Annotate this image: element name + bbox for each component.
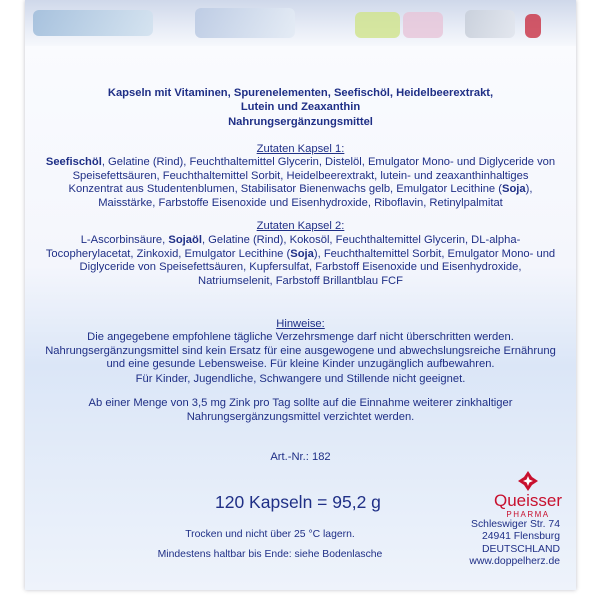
ingredients-text-part: ), Maisstärke, Farbstoffe Eisenoxide und Eisenhydroxide, Riboflavin, Retinylpalmitat bbox=[98, 183, 533, 209]
allergen-soja: Soja bbox=[501, 183, 526, 195]
notes-not-suitable: Für Kinder, Jugendliche, Schwangere und Stillende nicht geeignet. bbox=[135, 373, 466, 385]
package-back-panel bbox=[25, 0, 576, 590]
ingredients-text-part: ), Feuchthaltemittel Sorbit, Emulgator Mono- und Diglyceride von Speisefettsäuren, Kupfersulfat, Farbstoff Eisenoxide und Eisenhydroxide, Natriumselenit, Farbstoff Brillantblau FCF bbox=[79, 247, 556, 287]
notes-text: Die angegebene empfohlene tägliche Verzehrsmenge darf nicht überschritten werden. Nahrungsergänzungsmittel sind kein Ersatz für eine ausgewogene und abwechslungsreiche Ernährung und eine gesunde Lebensweise. Für kleine Kinder unzugänglich aufbewahren. bbox=[45, 331, 556, 370]
notes-heading: Hinweise: bbox=[276, 318, 325, 330]
address-website: www.doppelherz.de bbox=[469, 556, 560, 568]
ingredients-capsule1-text bbox=[45, 156, 556, 210]
allergen-seefischoel: Seefischöl bbox=[45, 156, 102, 168]
ingredients-text-part: L-Ascorbinsäure, bbox=[80, 234, 169, 246]
address-city: 24941 Flensburg bbox=[482, 531, 560, 543]
package-top-flap-artwork bbox=[25, 0, 576, 46]
top-artwork-shape bbox=[195, 8, 295, 38]
product-headline-line2: Lutein und Zeaxanthin bbox=[240, 101, 361, 113]
manufacturer-address bbox=[440, 519, 560, 569]
ingredients-capsule2-text bbox=[45, 234, 556, 288]
article-number: Art.-Nr.: 182 bbox=[270, 451, 331, 463]
ingredients-text-part: , Gelatine (Rind), Feuchthaltemittel Glycerin, Distelöl, Emulgator Mono- und Diglyceride von Speisefettsäuren, Feuchthaltemittel Sorbit, Heidelbeerextrakt, lutein- und zeaxanthinhaltiges Konzentrat aus Studentenblumen, Stabilisator Bienenwachs gelb, Emulgator Lecithine ( bbox=[68, 156, 556, 195]
address-country: DEUTSCHLAND bbox=[482, 543, 560, 555]
product-headline bbox=[25, 86, 576, 114]
notes-zinc-warning: Ab einer Menge von 3,5 mg Zink pro Tag sollte auf die Einnahme weiterer zinkhaltiger Nahrungsergänzungsmittel verzichtet werden. bbox=[88, 397, 513, 423]
top-artwork-shape bbox=[465, 10, 515, 38]
brand-subtitle: PHARMA bbox=[506, 510, 550, 519]
top-artwork-shape bbox=[525, 14, 541, 38]
allergen-soja: Soja bbox=[290, 247, 314, 260]
net-quantity: 120 Kapseln = 95,2 g bbox=[215, 492, 381, 512]
top-artwork-shape bbox=[33, 10, 153, 36]
ingredients-capsule1-heading: Zutaten Kapsel 1: bbox=[256, 143, 345, 155]
queisser-logo bbox=[480, 470, 576, 519]
storage-instructions: Trocken und nicht über 25 °C lagern. bbox=[185, 529, 355, 540]
queisser-emblem-icon bbox=[517, 470, 539, 492]
best-before-note: Mindestens haltbar bis Ende: siehe Bodenlasche bbox=[157, 549, 383, 560]
ingredients-capsule2-heading: Zutaten Kapsel 2: bbox=[256, 220, 345, 232]
product-category: Nahrungsergänzungsmittel bbox=[228, 116, 373, 128]
address-street: Schleswiger Str. 74 bbox=[471, 519, 560, 530]
product-headline-line1: Kapseln mit Vitaminen, Spurenelementen, Seefischöl, Heidelbeerextrakt, bbox=[107, 87, 494, 99]
top-artwork-shape bbox=[355, 12, 400, 38]
top-artwork-shape bbox=[403, 12, 443, 38]
ingredients-text-part: , Gelatine (Rind), Kokosöl, Feuchthaltemittel Glycerin, DL-alpha-Tocopherylacetat, Zinkoxid, Emulgator Lecithine ( bbox=[45, 234, 521, 260]
brand-name: Queisser bbox=[493, 491, 563, 510]
allergen-sojaoel: Sojaöl bbox=[168, 234, 202, 246]
